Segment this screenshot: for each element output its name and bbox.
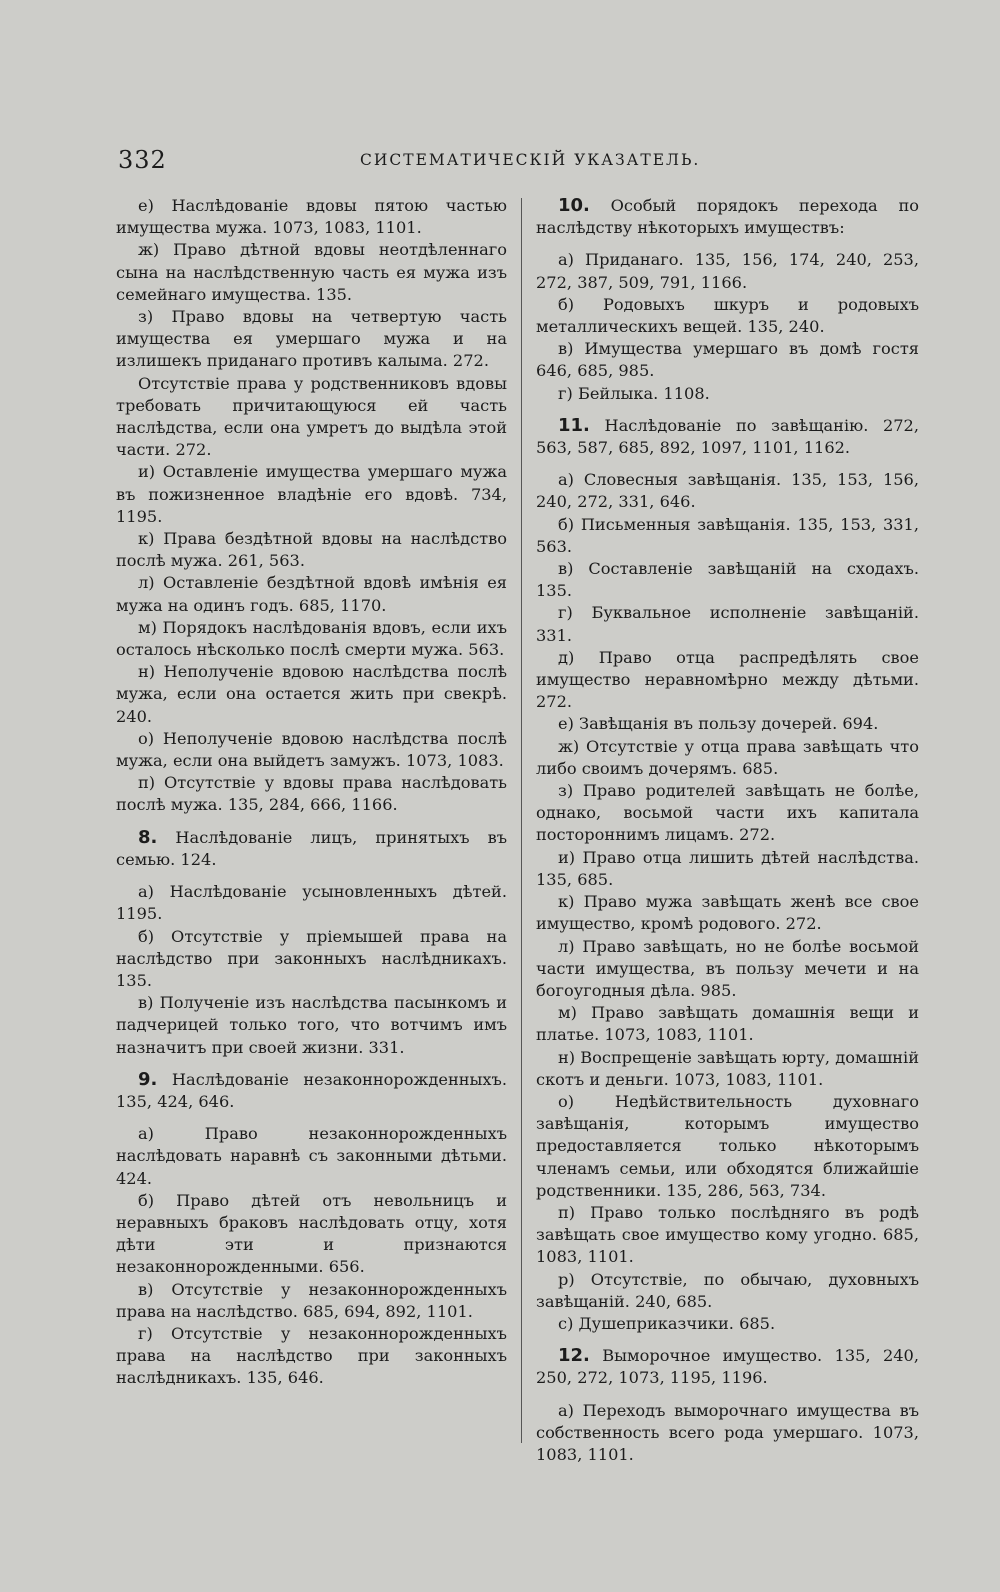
index-entry: б) Родовыхъ шкуръ и родовыхъ металлическихъ вещей. 135, 240. <box>536 294 919 337</box>
index-entry: е) Наслѣдованіе вдовы пятою частью имущества мужа. 1073, 1083, 1101. <box>116 196 507 238</box>
index-entry: в) Составленіе завѣщаній на сходахъ. 135. <box>536 559 919 601</box>
index-entry: з) Право родителей завѣщать не болѣе, однако, восьмой части ихъ капитала постороннимъ лицамъ. 272. <box>536 781 919 845</box>
index-entry: б) Отсутствіе у пріемышей права на наслѣдство при законныхъ наслѣдникахъ. 135. <box>116 926 507 990</box>
index-entry: е) Завѣщанія въ пользу дочерей. 694. <box>558 714 879 734</box>
index-entry: и) Право отца лишить дѣтей наслѣдства. 135, 685. <box>536 847 919 889</box>
left-column <box>116 195 507 1390</box>
index-entry: г) Буквальное исполненіе завѣщаній. 331. <box>536 603 919 645</box>
index-entry: п) Отсутствіе у вдовы права наслѣдовать послѣ мужа. 135, 284, 666, 1166. <box>116 773 507 815</box>
section-heading <box>536 1345 919 1389</box>
index-entry: о) Неполученіе вдовою наслѣдства послѣ мужа, если она выйдетъ замужъ. 1073, 1083. <box>116 728 507 771</box>
section-title: Особый порядокъ перехода по наслѣдству нѣкоторыхъ имуществъ: <box>536 196 919 238</box>
section-heading <box>116 1069 507 1113</box>
section-number: 9. <box>138 1068 158 1090</box>
index-entry: б) Письменныя завѣщанія. 135, 153, 331, 563. <box>536 514 919 556</box>
index-entry: м) Порядокъ наслѣдованія вдовъ, если ихъ осталось нѣсколько послѣ смерти мужа. 563. <box>116 617 507 660</box>
index-entry: б) Право дѣтей отъ невольницъ и неравныхъ браковъ наслѣдовать отцу, хотя дѣти эти и признаются незаконнорожденными. 656. <box>116 1190 507 1277</box>
index-entry: п) Право только послѣдняго въ родѣ завѣщать свое имущество кому угодно. 685, 1083, 1101. <box>536 1202 919 1267</box>
section-heading <box>536 195 919 239</box>
index-entry: р) Отсутствіе, по обычаю, духовныхъ завѣщаній. 240, 685. <box>536 1269 919 1311</box>
index-entry: ж) Отсутствіе у отца права завѣщать что либо своимъ дочерямъ. 685. <box>536 736 919 778</box>
index-entry: д) Право отца распредѣлять свое имущество неравномѣрно между дѣтьми. 272. <box>536 647 919 712</box>
section-title: Наслѣдованіе лицъ, принятыхъ въ семью. 124. <box>116 827 507 869</box>
index-entry: а) Приданаго. 135, 156, 174, 240, 253, 272, 387, 509, 791, 1166. <box>536 250 919 292</box>
section-number: 11. <box>558 414 590 436</box>
index-entry: н) Неполученіе вдовою наслѣдства послѣ мужа, если она остается жить при свекрѣ. 240. <box>116 662 507 726</box>
running-title: СИСТЕМАТИЧЕСКІЙ УКАЗАТЕЛЬ. <box>360 151 701 169</box>
page-header <box>118 146 908 176</box>
index-entry: м) Право завѣщать домашнія вещи и платье. 1073, 1083, 1101. <box>536 1003 919 1045</box>
index-entry: и) Оставленіе имущества умершаго мужа въ пожизненное владѣніе его вдовѣ. 734, 1195. <box>116 462 507 526</box>
section-number: 10. <box>558 195 590 216</box>
index-entry: л) Право завѣщать, но не болѣе восьмой части имущества, въ пользу мечети и на богоугодныя дѣла. 985. <box>536 936 919 1000</box>
section-number: 12. <box>558 1345 590 1367</box>
index-entry: в) Полученіе изъ наслѣдства пасынкомъ и падчерицей только того, что вотчимъ имъ назначитъ при своей жизни. 331. <box>116 993 507 1057</box>
index-entry: г) Отсутствіе у незаконнорожденныхъ права на наслѣдство при законныхъ наслѣдникахъ. 135, 646. <box>116 1323 507 1388</box>
section-heading <box>536 415 919 459</box>
index-entry: о) Недѣйствительность духовнаго завѣщанія, которымъ имущество предоставляется только нѣкоторымъ членамъ семьи, или обходятся ближайшіе родственники. 135, 286, 563, 734. <box>536 1091 919 1200</box>
index-entry: с) Душеприказчики. 685. <box>558 1313 776 1333</box>
section-title: Наслѣдованіе по завѣщанію. 272, 563, 587, 685, 892, 1097, 1101, 1162. <box>536 415 919 458</box>
right-column <box>536 195 919 1466</box>
section-number: 8. <box>138 826 158 848</box>
index-entry: н) Воспрещеніе завѣщать юрту, домашній скотъ и деньги. 1073, 1083, 1101. <box>536 1047 919 1089</box>
section-title: Выморочное имущество. 135, 240, 250, 272, 1073, 1195, 1196. <box>536 1346 919 1388</box>
index-entry: Отсутствіе права у родственниковъ вдовы требовать причитающуюся ей часть наслѣдства, если она умретъ до выдѣла этой части. 272. <box>116 373 507 460</box>
page-number: 332 <box>118 146 167 174</box>
index-entry: к) Право мужа завѣщать женѣ все свое имущество, кромѣ родового. 272. <box>536 892 919 934</box>
index-entry: а) Наслѣдованіе усыновленныхъ дѣтей. 1195. <box>116 882 507 924</box>
section-heading <box>116 827 507 871</box>
index-entry: з) Право вдовы на четвертую часть имущества ея умершаго мужа и на излишекъ приданаго противъ калыма. 272. <box>116 307 507 371</box>
index-entry: ж) Право дѣтной вдовы неотдѣленнаго сына на наслѣдственную часть ея мужа изъ семейнаго имущества. 135. <box>116 240 507 304</box>
index-entry: в) Имущества умершаго въ домѣ гостя 646, 685, 985. <box>536 339 919 381</box>
index-entry: а) Переходъ выморочнаго имущества въ собственность всего рода умершаго. 1073, 1083, 1101. <box>536 1400 919 1464</box>
index-entry: а) Словесныя завѣщанія. 135, 153, 156, 240, 272, 331, 646. <box>536 470 919 512</box>
index-entry: в) Отсутствіе у незаконнорожденныхъ права на наслѣдство. 685, 694, 892, 1101. <box>116 1279 507 1321</box>
column-divider <box>521 198 522 1443</box>
section-title: Наслѣдованіе незаконнорожденныхъ. 135, 424, 646. <box>116 1069 507 1111</box>
index-entry: а) Право незаконнорожденныхъ наслѣдовать наравнѣ съ законными дѣтьми. 424. <box>116 1124 507 1188</box>
index-entry: л) Оставленіе бездѣтной вдовѣ имѣнія ея мужа на одинъ годъ. 685, 1170. <box>116 573 507 615</box>
index-entry: к) Права бездѣтной вдовы на наслѣдство послѣ мужа. 261, 563. <box>116 529 507 571</box>
index-entry: г) Бейлыка. 1108. <box>558 383 710 403</box>
